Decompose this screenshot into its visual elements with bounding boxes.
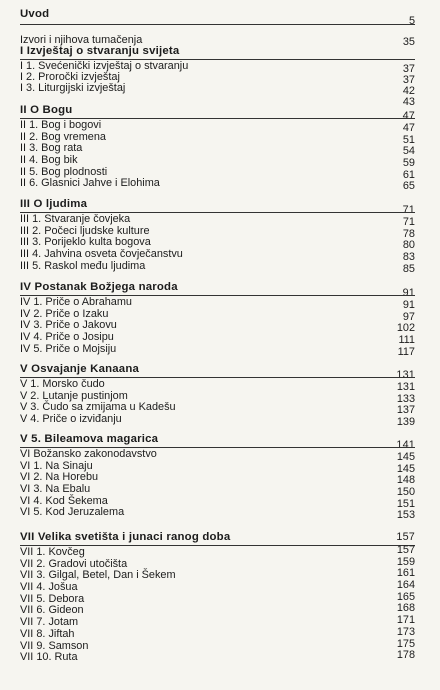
entry-list (0, 448, 440, 522)
entry-label: VII 7. Jotam (20, 616, 79, 629)
section-heading (0, 198, 440, 216)
entry-page: 37 (402, 63, 415, 75)
entry-page: 51 (402, 133, 415, 146)
section-title: I Izvještaj o stvaranju svijeta (20, 45, 180, 57)
section-title: V 5. Bileamova magarica (20, 433, 159, 445)
entry-page: 35 (402, 36, 415, 48)
section-title: III O ljudima (20, 198, 88, 210)
entry-label: VII 5. Debora (20, 592, 85, 605)
entry-label: I 3. Liturgijski izvještaj (20, 82, 126, 94)
entry-page: 85 (402, 262, 415, 275)
entry-label: VII 3. Gilgal, Betel, Dan i Šekem (20, 569, 176, 582)
toc-entry (0, 544, 440, 559)
toc-entry (0, 649, 440, 664)
entry-label: III 3. Porijeklo kulta bogova (20, 236, 151, 249)
entry-label: VII 10. Ruta (20, 651, 78, 664)
entry-page: 42 (402, 85, 415, 97)
entry-page: 145 (396, 462, 415, 475)
entry-page: 83 (402, 251, 415, 264)
toc-entry (0, 248, 440, 264)
entry-label: VI 3. Na Ebalu (20, 483, 91, 496)
section-title: IV Postanak Božjega naroda (20, 281, 178, 293)
entry-page: 175 (396, 637, 415, 650)
entry-page: 43 (402, 96, 415, 108)
toc-entry (0, 625, 440, 641)
section-page: 91 (402, 287, 415, 299)
toc-entry (0, 344, 440, 356)
entry-label: III 5. Raskol među ljudima (20, 259, 146, 272)
toc-section-v (0, 363, 440, 429)
entry-page: 161 (396, 567, 415, 580)
entry-label: II 6. Glasnici Jahve i Elohima (20, 177, 160, 190)
entry-page: 151 (396, 497, 415, 510)
entry-page: 47 (402, 122, 415, 134)
entry-page: 97 (402, 310, 415, 323)
entry-label: VII 6. Gideon (20, 604, 84, 617)
entry-page: 150 (396, 486, 415, 499)
section-title: VII Velika svetišta i junaci ranog doba (20, 531, 231, 543)
entry-page: 78 (402, 227, 415, 240)
section-page: 47 (402, 110, 415, 122)
entry-label: VI Božansko zakonodavstvo (20, 448, 157, 460)
toc-section-vi (0, 433, 440, 522)
entry-page: 61 (402, 168, 415, 181)
section-heading (0, 281, 440, 299)
entry-label: IV 2. Priče o Izaku (20, 307, 109, 320)
entry-label: II 5. Bog plodnosti (20, 165, 108, 178)
entry-page: 80 (402, 239, 415, 252)
entry-label: V 1. Morsko čudo (20, 378, 105, 390)
entry-label: IV 4. Priče o Josipu (20, 331, 114, 344)
section-title: II O Bogu (20, 104, 73, 116)
section-page: 157 (396, 531, 415, 543)
entry-page: 91 (402, 299, 415, 311)
toc-section-i (0, 45, 440, 108)
entry-list (0, 119, 440, 193)
entry-page: 111 (398, 334, 415, 347)
entry-label: IV 1. Priče o Abrahamu (20, 296, 132, 308)
entry-page: 153 (396, 509, 415, 522)
entry-page: 173 (396, 625, 415, 638)
entry-label: III 2. Počeci ljudske kulture (20, 224, 150, 237)
toc-entry (0, 297, 440, 309)
toc-entry (0, 177, 440, 193)
entry-label: VII 9. Samson (20, 639, 89, 652)
entry-label: VII 2. Gradovi utočišta (20, 557, 128, 570)
entry-label: III 4. Jahvina osveta čovječanstvu (20, 248, 183, 261)
toc-section-iv (0, 281, 440, 358)
toc-entry (0, 449, 440, 461)
entry-label: V 3. Čudo sa zmijama u Kadešu (20, 401, 176, 414)
entry-page: 178 (396, 649, 415, 662)
toc-entry (0, 331, 440, 347)
entry-label: Izvori i njihova tumačenja (20, 34, 143, 46)
toc-entry (0, 120, 440, 132)
entry-page: 159 (396, 555, 415, 568)
entry-label: I 2. Proročki izvještaj (20, 71, 120, 83)
toc-entry (0, 483, 440, 499)
entry-label: VII 4. Jošua (20, 581, 78, 594)
toc-entry (0, 16, 440, 28)
entry-list (0, 378, 440, 429)
toc-entry (0, 413, 440, 429)
toc-section-iii (0, 198, 440, 275)
entry-page: 145 (396, 451, 415, 463)
toc-entry (0, 83, 440, 95)
entry-label: VI 5. Kod Jeruzalema (20, 506, 125, 519)
entry-page: 137 (396, 404, 415, 417)
entry-label: VI 2. Na Horebu (20, 471, 99, 484)
entry-page: 102 (396, 322, 415, 335)
entry-label: VI 4. Kod Šekema (20, 494, 108, 507)
toc-section-uvod (0, 8, 440, 48)
section-page: 141 (396, 439, 415, 451)
entry-label: I 1. Svećenički izvještaj o stvaranju (20, 60, 189, 72)
entry-page: 148 (396, 474, 415, 487)
entry-label: II 4. Bog bik (20, 154, 78, 167)
toc-entry (0, 261, 440, 273)
entry-label: IV 5. Priče o Mojsiju (20, 342, 117, 355)
entry-page: 59 (402, 157, 415, 170)
entry-page: 168 (396, 602, 415, 615)
entry-list (0, 296, 440, 358)
entry-label: II 1. Bog i bogovi (20, 119, 102, 131)
entry-label: V 2. Lutanje pustinjom (20, 389, 128, 402)
entry-label: III 1. Stvaranje čovjeka (20, 213, 131, 225)
section-heading (0, 45, 440, 60)
entry-page: 5 (408, 15, 415, 27)
entry-label: VII 1. Kovčeg (20, 546, 85, 558)
entry-page: 157 (396, 544, 415, 556)
toc-entry (0, 154, 440, 170)
entry-label: V 4. Priče o izviđanju (20, 413, 122, 426)
entry-label: VII 8. Jiftah (20, 627, 75, 640)
toc-entry (0, 379, 440, 391)
toc-entry (0, 506, 440, 522)
entry-page: 171 (396, 614, 415, 627)
entry-page: 131 (396, 381, 415, 393)
entry-label: IV 3. Priče o Jakovu (20, 319, 117, 332)
entry-label: VI 1. Na Sinaju (20, 459, 93, 472)
entry-page: 71 (402, 216, 415, 228)
entry-page: 117 (397, 345, 415, 358)
toc-entry (0, 214, 440, 226)
section-heading (0, 433, 440, 451)
toc-section-ii (0, 104, 440, 193)
entry-page: 133 (396, 392, 415, 405)
section-heading (0, 531, 440, 546)
section-title: V Osvajanje Kanaana (20, 363, 140, 375)
entry-label: II 3. Bog rata (20, 142, 83, 155)
entry-list (0, 544, 440, 664)
entry-label: II 2. Bog vremena (20, 130, 106, 143)
section-page: 131 (396, 369, 415, 381)
toc-entry (0, 579, 440, 594)
entry-page: 65 (402, 180, 415, 193)
entry-page: 139 (396, 416, 415, 429)
section-title: Uvod (20, 8, 50, 20)
entry-page: 165 (396, 590, 415, 603)
entry-page: 54 (402, 145, 415, 158)
section-heading (0, 104, 440, 122)
section-page: 71 (402, 204, 415, 216)
entry-list (0, 213, 440, 275)
entry-page: 164 (396, 579, 415, 592)
entry-page: 37 (402, 74, 415, 86)
section-heading (0, 363, 440, 381)
toc-section-vii (0, 531, 440, 664)
